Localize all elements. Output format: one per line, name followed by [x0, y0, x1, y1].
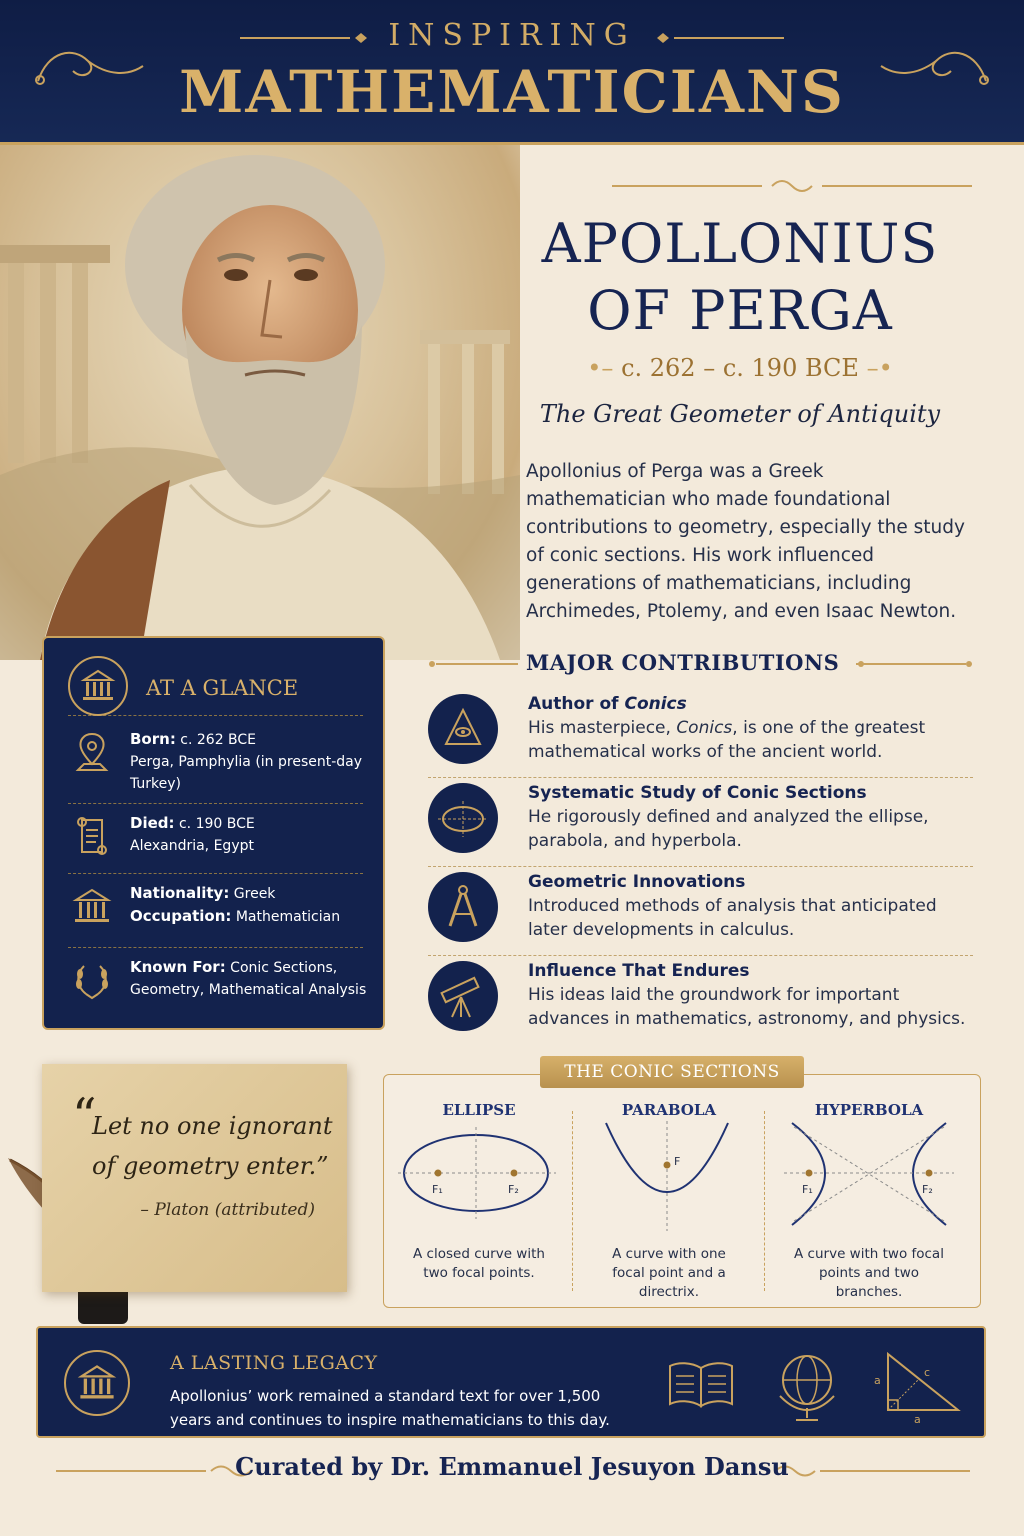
- died-text: [130, 812, 370, 857]
- contributions-heading: [428, 650, 973, 680]
- known-for-text: [130, 956, 370, 1001]
- born-value: c. 262 BCE: [180, 732, 257, 748]
- born-place: Perga, Pamphylia (in present-day Turkey): [130, 754, 363, 792]
- globe-icon: [772, 1346, 842, 1426]
- ellipse-f1-label: F₁: [432, 1183, 443, 1196]
- contribution-title: Systematic Study of Conic Sections: [528, 783, 867, 803]
- title-block: [470, 170, 1010, 428]
- scroll-icon: [72, 814, 112, 858]
- contribution-geometric: [428, 868, 973, 956]
- life-dates: •– c. 262 – c. 190 BCE –•: [587, 354, 893, 382]
- telescope-icon: [428, 961, 498, 1031]
- contribution-influence: [428, 957, 973, 1045]
- tagline: The Great Geometer of Antiquity: [539, 400, 941, 428]
- ellipse-desc: A closed curve with two focal points.: [413, 1246, 545, 1281]
- divider: [764, 1111, 765, 1291]
- portrait-illustration: [0, 145, 520, 660]
- quote-card: [42, 1064, 347, 1292]
- temple-icon: [68, 656, 128, 716]
- location-pin-icon: [72, 730, 112, 774]
- nationality-row: [68, 874, 363, 948]
- born-row: [68, 720, 363, 804]
- contribution-title-prefix: Author of: [528, 694, 625, 714]
- nationality-label: Nationality:: [130, 884, 230, 902]
- header-title: MATHEMATICIANS: [179, 58, 845, 126]
- triangle-side-c: c: [924, 1366, 931, 1379]
- known-for-label: Known For:: [130, 958, 226, 976]
- intro-paragraph: Apollonius of Perga was a Greek mathematician who made foundational contributions to geometry, especially the study of conic sections. His work influenced generations of mathematicians, including Archimedes, Ptolemy, and even Isaac Newton.: [526, 461, 965, 622]
- header-banner: [0, 0, 1024, 145]
- contrib-ornament-right: [856, 658, 973, 670]
- temple-icon: [64, 1350, 130, 1416]
- contribution-title: Influence That Endures: [528, 961, 750, 981]
- triangle-side-b: a: [914, 1413, 921, 1424]
- hyperbola-column: [774, 1075, 964, 1309]
- contribution-conics: [428, 690, 973, 778]
- hyperbola-f1-label: F₁: [802, 1183, 813, 1196]
- ellipse-title: ELLIPSE: [442, 1101, 516, 1119]
- name-line-1: APOLLONIUS: [541, 212, 939, 275]
- legacy-title: A LASTING LEGACY: [170, 1352, 378, 1374]
- compass-icon: [428, 872, 498, 942]
- occupation-value: Mathematician: [235, 909, 341, 925]
- nationality-text: [130, 882, 370, 928]
- pyramid-eye-icon: [428, 694, 498, 764]
- glance-header: [68, 656, 363, 716]
- parabola-title: PARABOLA: [621, 1101, 717, 1119]
- ellipse-f2-label: F₂: [508, 1183, 519, 1196]
- known-for-value: Conic Sections, Geometry, Mathematical Analysis: [130, 960, 367, 998]
- known-for-row: [68, 948, 367, 1018]
- contribution-desc-rest: , is one of the greatest mathematical works of the ancient world.: [528, 718, 926, 762]
- hyperbola-title: HYPERBOLA: [814, 1101, 924, 1119]
- triangle-diagram-icon: [874, 1350, 964, 1424]
- conic-sections-badge: THE CONIC SECTIONS: [540, 1056, 804, 1088]
- occupation-label: Occupation:: [130, 907, 232, 925]
- ellipse-icon: [428, 783, 498, 853]
- died-row: [68, 804, 363, 874]
- life-dates-text: c. 262 – c. 190 BCE: [621, 354, 859, 382]
- contribution-title: [528, 694, 687, 714]
- parabola-column: [574, 1075, 764, 1309]
- contributions-title: MAJOR CONTRIBUTIONS: [526, 650, 840, 675]
- glance-title: AT A GLANCE: [146, 676, 299, 700]
- divider: [572, 1111, 573, 1291]
- contribution-desc-prefix: His masterpiece,: [528, 718, 677, 738]
- contribution-title: Geometric Innovations: [528, 872, 746, 892]
- hyperbola-desc: A curve with two focal points and two branches.: [794, 1246, 944, 1300]
- contribution-title-em: Conics: [624, 694, 687, 714]
- hyperbola-f2-label: F₂: [922, 1183, 933, 1196]
- conic-sections-panel: [383, 1074, 981, 1308]
- legacy-panel: [36, 1326, 986, 1438]
- legacy-desc: Apollonius’ work remained a standard text for over 1,500 years and continues to inspire mathematicians to this day.: [170, 1387, 610, 1429]
- died-place: Alexandria, Egypt: [130, 838, 254, 854]
- born-text: [130, 728, 370, 795]
- quote-text: Let no one ignorant of geometry enter.”: [92, 1112, 333, 1180]
- parabola-f-label: F: [674, 1155, 681, 1168]
- hyperbola-diagram: [774, 1121, 964, 1241]
- header-kicker: INSPIRING: [388, 18, 636, 53]
- contribution-desc: [528, 716, 968, 764]
- laurel-wreath-icon: [72, 958, 112, 1002]
- nationality-value: Greek: [233, 886, 276, 902]
- parabola-diagram: [574, 1121, 764, 1241]
- quote-attribution: – Platon (attributed): [140, 1200, 315, 1220]
- contribution-desc-em: Conics: [676, 718, 733, 738]
- at-a-glance-panel: [42, 636, 385, 1030]
- died-value: c. 190 BCE: [178, 816, 255, 832]
- parabola-desc: A curve with one focal point and a directrix.: [612, 1246, 726, 1300]
- contribution-desc: Introduced methods of analysis that anticipated later developments in calculus.: [528, 896, 937, 940]
- portrait-drawing: [0, 145, 520, 660]
- open-book-icon: [666, 1356, 736, 1412]
- footer-credit: Curated by Dr. Emmanuel Jesuyon Dansu: [235, 1452, 789, 1481]
- quote-open-mark: “: [72, 1088, 97, 1144]
- ellipse-column: [384, 1075, 574, 1309]
- ellipse-diagram: [384, 1121, 574, 1241]
- building-icon: [72, 884, 112, 928]
- name-line-2: OF PERGA: [587, 279, 893, 342]
- contrib-ornament-left: [428, 658, 518, 670]
- triangle-side-a: a: [874, 1374, 881, 1387]
- contribution-desc: He rigorously defined and analyzed the ellipse, parabola, and hyperbola.: [528, 807, 929, 851]
- died-label: Died:: [130, 814, 175, 832]
- contribution-desc: His ideas laid the groundwork for important advances in mathematics, astronomy, and physics.: [528, 985, 966, 1029]
- born-label: Born:: [130, 730, 176, 748]
- contribution-conic-sections: [428, 779, 973, 867]
